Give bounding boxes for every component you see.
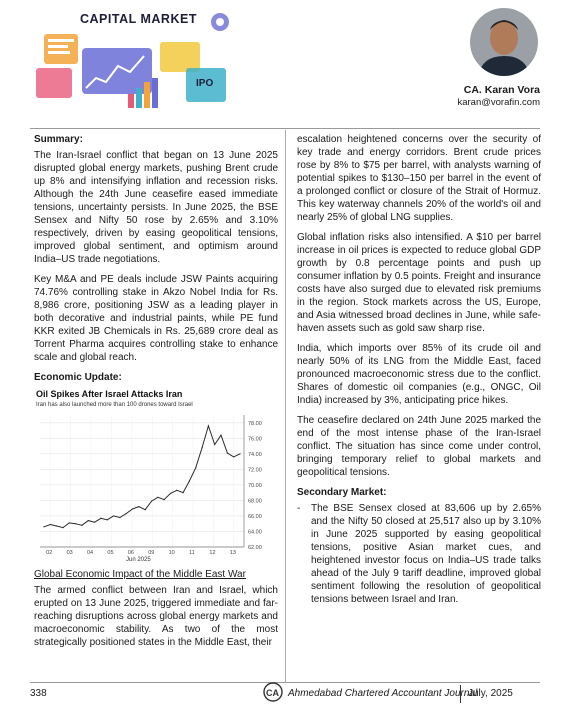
data-point xyxy=(126,513,127,514)
x-tick-label: 11 xyxy=(189,550,195,556)
x-tick-label: 05 xyxy=(107,550,114,556)
data-point xyxy=(50,524,51,525)
data-point xyxy=(208,425,209,426)
data-point xyxy=(201,447,202,448)
footer-separator xyxy=(460,685,461,703)
data-point xyxy=(138,506,139,507)
y-tick-label: 70.00 xyxy=(248,482,262,489)
data-point xyxy=(151,501,152,502)
y-tick-label: 78.00 xyxy=(248,420,262,427)
inflation-paragraph: Global inflation risks also intensified. A $10 per barrel increase in oil prices is expected to reduce global GDP growth by 0.8 percentage points and push up consumer inflation by 0.5 points. Freight and insurance costs have also surged due to elevated risk premiums in the region. Stock markets across the US, Europe, and Asia witnessed broad declines in June, while safe-haven assets such as gold saw sharp rise. xyxy=(297,232,541,334)
capital-market-banner xyxy=(34,8,234,112)
header-divider xyxy=(30,128,540,129)
x-tick-label: 04 xyxy=(87,550,94,556)
issue-month: July, 2025 xyxy=(468,688,513,699)
y-tick-label: 66.00 xyxy=(248,513,262,520)
data-point xyxy=(88,520,89,521)
data-point xyxy=(119,517,120,518)
ca-logo-icon xyxy=(262,682,284,705)
x-tick-label: 09 xyxy=(148,550,155,556)
india-paragraph: India, which imports over 85% of its crude oil and nearly 50% of its LNG from the Middle East, faced pronounced macroeconomic stress due to the conflict. Shares of domestic oil companies (e.g., ONGC, Oil India) increased by 3%, anticipating price hikes. xyxy=(297,343,541,406)
bullet-item xyxy=(297,502,541,613)
series-line xyxy=(44,426,240,528)
x-tick-label: 10 xyxy=(168,550,175,556)
svg-text:CA: CA xyxy=(266,688,279,698)
data-point xyxy=(170,493,171,494)
footer-divider xyxy=(30,682,540,683)
left-column xyxy=(34,133,278,656)
data-point xyxy=(182,492,183,493)
journal-name: Ahmedabad Chartered Accountant Journal xyxy=(288,688,478,699)
author-photo xyxy=(470,8,538,76)
author-name: CA. Karan Vora xyxy=(463,84,540,96)
data-point xyxy=(195,467,196,468)
data-point xyxy=(227,452,228,453)
data-point xyxy=(145,509,146,510)
y-tick-label: 72.00 xyxy=(248,467,262,474)
economic-update-heading: Economic Update: xyxy=(34,372,122,383)
deals-paragraph: Key M&A and PE deals include JSW Paints acquiring 74.76% controlling stake in Akzo Nobel India for Rs. 8,986 crore, positioning JSW as a leading player in both decorative and industrial paints, while PE fund KKR exited JB Chemicals in Rs. 25,689 crore deal as Torrent Pharma acquires controlling stake to enhance scale and global reach. xyxy=(34,274,278,363)
data-point xyxy=(62,527,63,528)
conflict-paragraph: The armed conflict between Iran and Israel, which erupted on 13 June 2025, triggered immediate and far-reaching disruptions across global energy markets and macroeconomic stability. As two of the most strategically positioned states in the Middle East, their xyxy=(34,585,278,648)
page-number: 338 xyxy=(30,688,47,699)
data-point xyxy=(176,490,177,491)
summary-paragraph: The Iran-Israel conflict that began on 13 June 2025 disrupted global energy markets, pushing Brent crude up 8% and intensifying inflation and recession risks. Although the 24th June ceasefire eased immediate tensions, uncertainty persists. In June 2025, the BSE Sensex and Nifty 50 rose by 2.65% and 3.10% respectively, driven by easing geopolitical tensions, improved global sentiment, and optimism around India–US trade negotiations. xyxy=(34,150,278,265)
data-point xyxy=(107,519,108,520)
x-tick-label: 12 xyxy=(209,550,216,556)
chart-title: Oil Spikes After Israel Attacks Iran xyxy=(36,389,183,399)
bullet-text: The BSE Sensex closed at 83,606 up by 2.65% and the Nifty 50 closed at 25,517 also up by 3.10% in June 2025 supported by easing geopolitical tensions, positive Asian market cues, and heightened investor focus on India–US trade talks ahead of the July 9 tariff deadline, improved global sentiment following the resolution of geopolitical tensions between Israel and Iran. xyxy=(311,503,541,605)
data-point xyxy=(75,523,76,524)
ceasefire-paragraph: The ceasefire declared on 24th June 2025 marked the end of the most intense phase of the Iran-Israel conflict. The situation has since come under control, bringing temporary relief to global markets and geopolitical tensions. xyxy=(297,415,541,478)
oil-chart-svg xyxy=(34,387,278,563)
data-point xyxy=(69,522,70,523)
oil-price-chart xyxy=(34,387,278,563)
banner-title: CAPITAL MARKET xyxy=(80,12,197,26)
chart-xlabel: Jun 2025 xyxy=(126,557,151,563)
author-block xyxy=(430,8,540,108)
data-point xyxy=(113,515,114,516)
x-tick-label: 03 xyxy=(66,550,73,556)
data-point xyxy=(94,522,95,523)
data-point xyxy=(233,456,234,457)
y-tick-label: 68.00 xyxy=(248,498,262,505)
bullet-dash: - xyxy=(297,503,301,514)
x-tick-label: 13 xyxy=(229,550,236,556)
y-tick-label: 64.00 xyxy=(248,529,262,536)
data-point xyxy=(157,497,158,498)
secondary-market-heading: Secondary Market: xyxy=(297,487,387,498)
author-email[interactable]: karan@vorafin.com xyxy=(457,97,540,108)
x-tick-label: 02 xyxy=(46,550,53,556)
column-divider xyxy=(285,130,286,683)
data-point xyxy=(81,525,82,526)
data-point xyxy=(100,518,101,519)
y-tick-label: 76.00 xyxy=(248,436,262,443)
ipo-badge: IPO xyxy=(196,78,214,89)
x-tick-label: 06 xyxy=(127,550,134,556)
escalation-paragraph: escalation heightened concerns over the security of key trade and energy corridors. Brent crude prices rose by 8% to $75 per barrel, with analysts warning of potential spikes to $130–150 per barrel in the event of a prolonged conflict or closure of the Strait of Hormuz. This key waterway channels 20% of the world's oil and nearly 25% of global LNG supplies. xyxy=(297,134,541,223)
y-tick-label: 74.00 xyxy=(248,451,262,458)
data-point xyxy=(56,525,57,526)
data-point xyxy=(132,508,133,509)
data-point xyxy=(214,444,215,445)
data-point xyxy=(220,435,221,436)
impact-heading: Global Economic Impact of the Middle East War xyxy=(34,569,246,580)
right-column xyxy=(297,133,541,613)
data-point xyxy=(164,499,165,500)
summary-heading: Summary: xyxy=(34,134,83,145)
y-tick-label: 62.00 xyxy=(248,545,262,551)
data-point xyxy=(43,526,44,527)
data-point xyxy=(189,480,190,481)
data-point xyxy=(239,453,240,454)
chart-subtitle: Iran has also launched more than 100 drones toward Israel xyxy=(36,402,193,408)
